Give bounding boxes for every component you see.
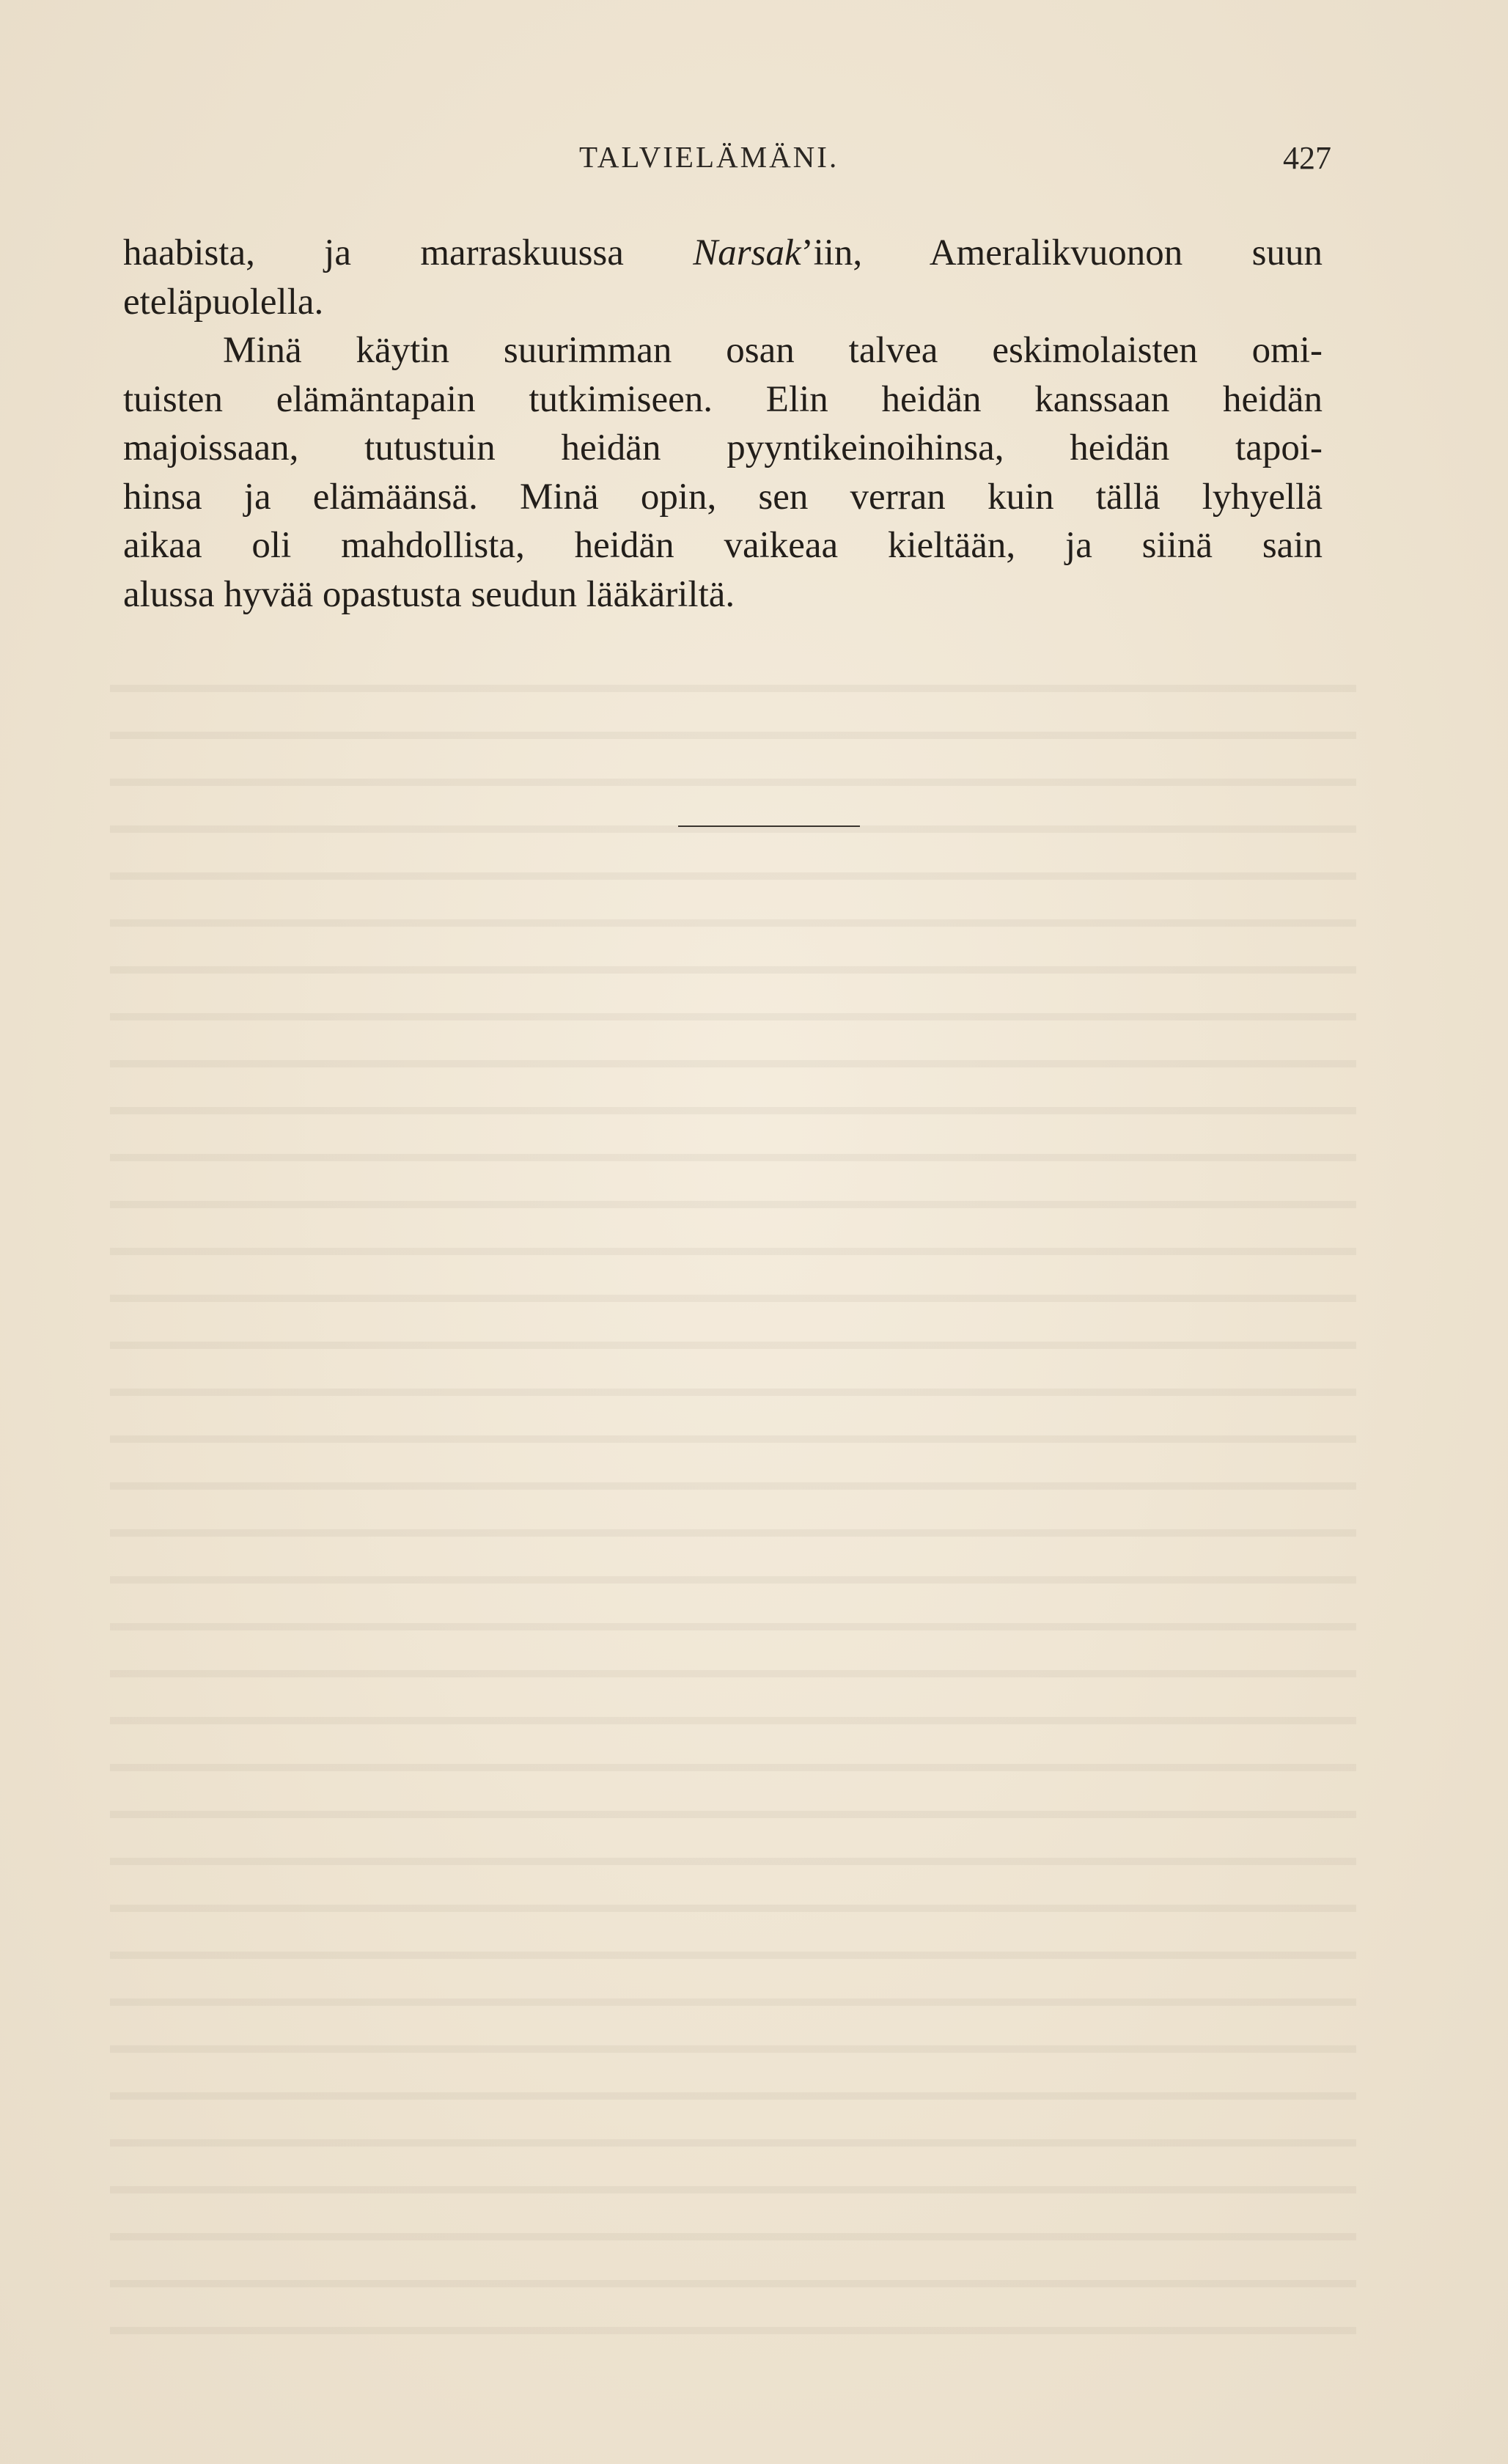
place-name-italic: Narsak: [693, 232, 801, 273]
section-end-rule: [678, 825, 860, 827]
text-line-2: eteläpuolella.: [123, 281, 324, 323]
text-line-4: tuisten elämäntapain tutkimiseen. Elin heidän kanssaan heidän: [123, 378, 1323, 420]
text-line-7: aikaa oli mahdollista, heidän vaikeaa kieltään, ja siinä sain: [123, 525, 1323, 566]
page-number: 427: [1283, 140, 1331, 176]
text-line-8: alussa hyvää opastusta seudun lääkäriltä.: [123, 573, 735, 615]
text-line-3: Minä käytin suurimman osan talvea eskimolaisten omi-: [223, 330, 1323, 371]
show-through-texture: [110, 660, 1356, 2346]
running-head: TALVIELÄMÄNI.: [579, 140, 839, 174]
text-line-1: haabista, ja marraskuussa Narsak’iin, Ameralikvuonon suun: [123, 232, 1323, 273]
text-line-6: hinsa ja elämäänsä. Minä opin, sen verran kuin tällä lyhyellä: [123, 476, 1323, 518]
text-line-5: majoissaan, tutustuin heidän pyyntikeinoihinsa, heidän tapoi-: [123, 427, 1323, 468]
body-paragraphs: [123, 229, 1323, 619]
